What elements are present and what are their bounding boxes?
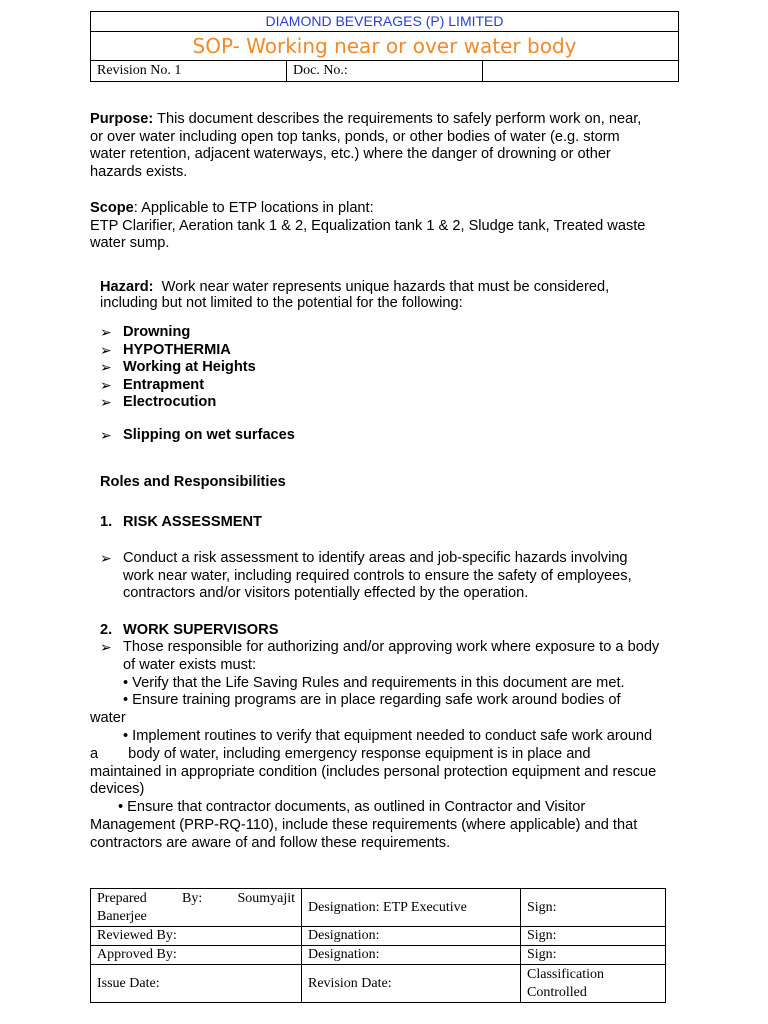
preparer-name: Soumyajit bbox=[237, 890, 295, 906]
arrow-bullet-icon: ➢ bbox=[100, 376, 112, 393]
supervisors-intro bbox=[100, 639, 677, 674]
text-fragment: body of water, including emergency response equipment is in place and bbox=[128, 746, 591, 762]
supervisor-bullet-cont: devices) bbox=[90, 781, 145, 797]
arrow-bullet-icon: ➢ bbox=[100, 427, 112, 443]
risk-assessment-text bbox=[100, 550, 677, 603]
supervisor-bullet: • Ensure that contractor documents, as outlined in Contractor and Visitor bbox=[118, 799, 586, 815]
list-item bbox=[100, 359, 256, 377]
paragraph-line: Those responsible for authorizing and/or approving work where exposure to a body bbox=[123, 639, 660, 655]
section-heading-risk bbox=[100, 514, 262, 531]
prepared-label: By: bbox=[181, 890, 203, 906]
list-item bbox=[100, 324, 256, 342]
section-number: 1. bbox=[100, 514, 113, 530]
roles-heading: Roles and Responsibilities bbox=[100, 474, 286, 490]
hazard-item: Drowning bbox=[123, 324, 191, 340]
hazard-item: HYPOTHERMIA bbox=[123, 341, 231, 358]
list-item bbox=[100, 377, 256, 395]
hazard-item: Slipping on wet surfaces bbox=[123, 427, 295, 443]
hazard-label: Hazard: bbox=[100, 279, 154, 295]
sign-cell: Sign: bbox=[521, 889, 666, 927]
revision-date-cell: Revision Date: bbox=[302, 965, 521, 1003]
arrow-bullet-icon: ➢ bbox=[100, 324, 112, 340]
hazard-section bbox=[100, 279, 680, 311]
hazard-line: Work near water represents unique hazards that must be considered, bbox=[161, 279, 610, 295]
list-item bbox=[100, 394, 256, 412]
prepared-by-cell bbox=[91, 889, 302, 927]
document-title: SOP- Working near or over water body bbox=[91, 32, 679, 61]
header-table bbox=[90, 11, 679, 82]
purpose-line: hazards exists. bbox=[90, 163, 188, 180]
sign-cell: Sign: bbox=[521, 946, 666, 965]
designation-cell: Designation: bbox=[302, 946, 521, 965]
hazard-item: Electrocution bbox=[123, 394, 217, 410]
supervisor-bullet: • Implement routines to verify that equipment needed to conduct safe work around bbox=[123, 728, 653, 744]
purpose-line: This document describes the requirements to safely perform work on, near, bbox=[157, 111, 642, 127]
supervisor-bullet-cont: water bbox=[90, 710, 126, 726]
scope-label: Scope bbox=[90, 200, 134, 216]
paragraph-line: work near water, including required controls to ensure the safety of employees, bbox=[123, 567, 632, 584]
issue-date-cell: Issue Date: bbox=[91, 965, 302, 1003]
reviewed-by-cell: Reviewed By: bbox=[91, 927, 302, 946]
text-fragment: a bbox=[90, 746, 99, 762]
supervisor-bullet: • Ensure training programs are in place regarding safe work around bodies of bbox=[123, 692, 621, 708]
arrow-bullet-icon: ➢ bbox=[100, 550, 112, 566]
supervisor-bullet-cont: contractors are aware of and follow these requirements. bbox=[90, 835, 451, 851]
arrow-bullet-icon: ➢ bbox=[100, 359, 112, 375]
classification-label: Classification bbox=[527, 966, 604, 982]
supervisor-bullet-cont: Management (PRP-RQ-110), include these requirements (where applicable) and that bbox=[90, 817, 638, 833]
purpose-line: or over water including open top tanks, ponds, or other bodies of water (e.g. storm bbox=[90, 128, 620, 145]
scope-intro: : Applicable to ETP locations in plant: bbox=[133, 200, 374, 216]
arrow-bullet-icon: ➢ bbox=[100, 394, 112, 410]
revision-number: Revision No. 1 bbox=[91, 61, 287, 82]
hazard-list-extra bbox=[100, 427, 295, 445]
supervisor-bullet: • Verify that the Life Saving Rules and requirements in this document are met. bbox=[123, 675, 625, 691]
purpose-line: water retention, adjacent waterways, etc.) where the danger of drowning or other bbox=[90, 146, 611, 162]
classification-value: Controlled bbox=[527, 984, 587, 1000]
header-blank-cell bbox=[483, 61, 679, 82]
purpose-section bbox=[90, 111, 678, 181]
hazard-list bbox=[100, 324, 256, 412]
hazard-item: Working at Heights bbox=[123, 359, 256, 375]
designation-cell: Designation: ETP Executive bbox=[302, 889, 521, 927]
approval-table bbox=[90, 888, 666, 1003]
approved-by-cell: Approved By: bbox=[91, 946, 302, 965]
designation-cell: Designation: bbox=[302, 927, 521, 946]
purpose-label: Purpose: bbox=[90, 111, 154, 127]
section-title: RISK ASSESSMENT bbox=[123, 514, 262, 530]
supervisor-bullet-cont bbox=[90, 746, 591, 764]
prepared-label: Prepared bbox=[97, 890, 147, 906]
classification-cell bbox=[521, 965, 666, 1003]
arrow-bullet-icon: ➢ bbox=[100, 341, 112, 358]
section-title: WORK SUPERVISORS bbox=[123, 622, 279, 638]
preparer-name: Banerjee bbox=[97, 908, 147, 924]
scope-line: ETP Clarifier, Aeration tank 1 & 2, Equalization tank 1 & 2, Sludge tank, Treated waste bbox=[90, 217, 646, 234]
arrow-bullet-icon: ➢ bbox=[100, 639, 112, 655]
paragraph-line: Conduct a risk assessment to identify areas and job-specific hazards involving bbox=[123, 550, 628, 566]
section-number: 2. bbox=[100, 622, 113, 638]
scope-section bbox=[90, 200, 678, 253]
section-heading-supervisors bbox=[100, 622, 278, 639]
list-item bbox=[100, 427, 295, 445]
hazard-item: Entrapment bbox=[123, 376, 205, 393]
company-name: DIAMOND BEVERAGES (P) LIMITED bbox=[91, 12, 679, 32]
scope-line: water sump. bbox=[90, 235, 170, 251]
supervisor-bullet-cont: maintained in appropriate condition (includes personal protection equipment and rescue bbox=[90, 764, 657, 780]
doc-number: Doc. No.: bbox=[287, 61, 483, 82]
hazard-line: including but not limited to the potential for the following: bbox=[100, 295, 463, 311]
paragraph-line: contractors and/or visitors potentially effected by the operation. bbox=[123, 585, 529, 602]
list-item bbox=[100, 342, 256, 360]
sign-cell: Sign: bbox=[521, 927, 666, 946]
paragraph-line: of water exists must: bbox=[123, 656, 257, 673]
